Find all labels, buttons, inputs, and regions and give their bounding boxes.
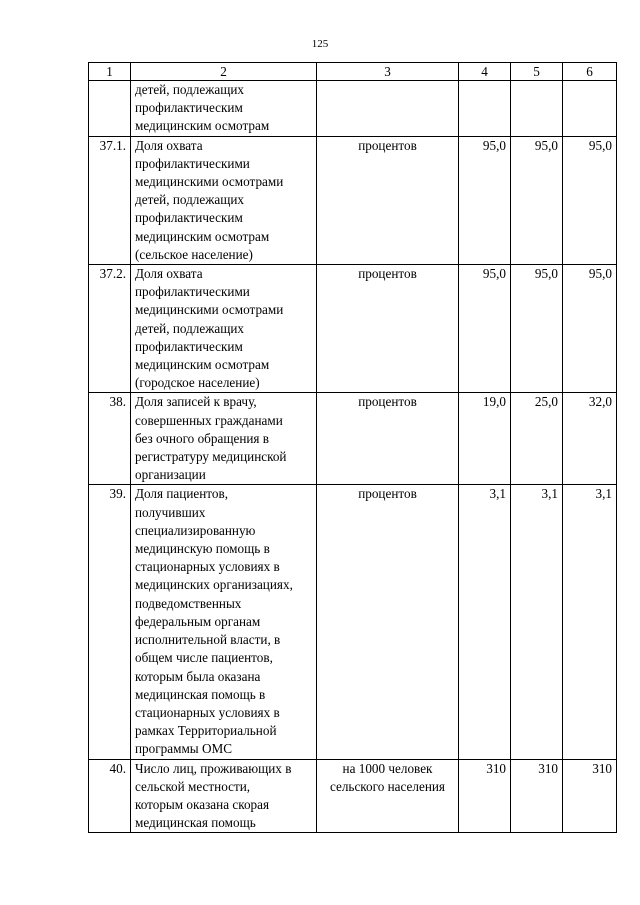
value-col6: 32,0	[563, 393, 617, 485]
unit-cell: на 1000 человек сельского населения	[317, 759, 459, 833]
column-header-6: 6	[563, 63, 617, 81]
value-col4: 3,1	[459, 485, 511, 759]
unit-cell: процентов	[317, 136, 459, 264]
row-number: 37.2.	[89, 265, 131, 393]
indicator-description: Доля охвата профилактическими медицинскими осмотрами детей, подлежащих профилактическим медицинским осмотрам (городское население)	[131, 265, 317, 393]
value-col4: 95,0	[459, 136, 511, 264]
table-row	[89, 265, 617, 393]
row-number	[89, 81, 131, 137]
value-col6: 95,0	[563, 265, 617, 393]
table-row	[89, 759, 617, 833]
value-col4: 310	[459, 759, 511, 833]
table-row	[89, 81, 617, 137]
value-col6	[563, 81, 617, 137]
indicator-description: Число лиц, проживающих в сельской местности, которым оказана скорая медицинская помощь	[131, 759, 317, 833]
table-row	[89, 393, 617, 485]
unit-cell: процентов	[317, 265, 459, 393]
indicator-description: Доля пациентов, получивших специализированную медицинскую помощь в стационарных условиях в медицинских организациях, подведомственных федеральным органам исполнительной власти, в общем числе пациентов, которым была оказана медицинская помощь в стационарных условиях в рамках Территориальной программы ОМС	[131, 485, 317, 759]
unit-cell: процентов	[317, 393, 459, 485]
value-col5: 310	[511, 759, 563, 833]
column-header-2: 2	[131, 63, 317, 81]
value-col4: 95,0	[459, 265, 511, 393]
value-col5	[511, 81, 563, 137]
value-col6: 310	[563, 759, 617, 833]
row-number: 37.1.	[89, 136, 131, 264]
value-col5: 95,0	[511, 136, 563, 264]
indicators-table	[88, 62, 617, 833]
column-header-5: 5	[511, 63, 563, 81]
value-col6: 95,0	[563, 136, 617, 264]
row-number: 38.	[89, 393, 131, 485]
page-number: 125	[311, 38, 329, 50]
value-col5: 95,0	[511, 265, 563, 393]
table-row	[89, 136, 617, 264]
row-number: 40.	[89, 759, 131, 833]
value-col5: 3,1	[511, 485, 563, 759]
value-col4	[459, 81, 511, 137]
value-col6: 3,1	[563, 485, 617, 759]
column-header-3: 3	[317, 63, 459, 81]
unit-cell: процентов	[317, 485, 459, 759]
indicator-description: Доля охвата профилактическими медицинскими осмотрами детей, подлежащих профилактическим медицинским осмотрам (сельское население)	[131, 136, 317, 264]
value-col4: 19,0	[459, 393, 511, 485]
table-header-row	[89, 63, 617, 81]
row-number: 39.	[89, 485, 131, 759]
value-col5: 25,0	[511, 393, 563, 485]
column-header-1: 1	[89, 63, 131, 81]
indicator-description: детей, подлежащих профилактическим медицинским осмотрам	[131, 81, 317, 137]
table-row	[89, 485, 617, 759]
indicator-description: Доля записей к врачу, совершенных гражданами без очного обращения в регистратуру медицинской организации	[131, 393, 317, 485]
unit-cell	[317, 81, 459, 137]
column-header-4: 4	[459, 63, 511, 81]
